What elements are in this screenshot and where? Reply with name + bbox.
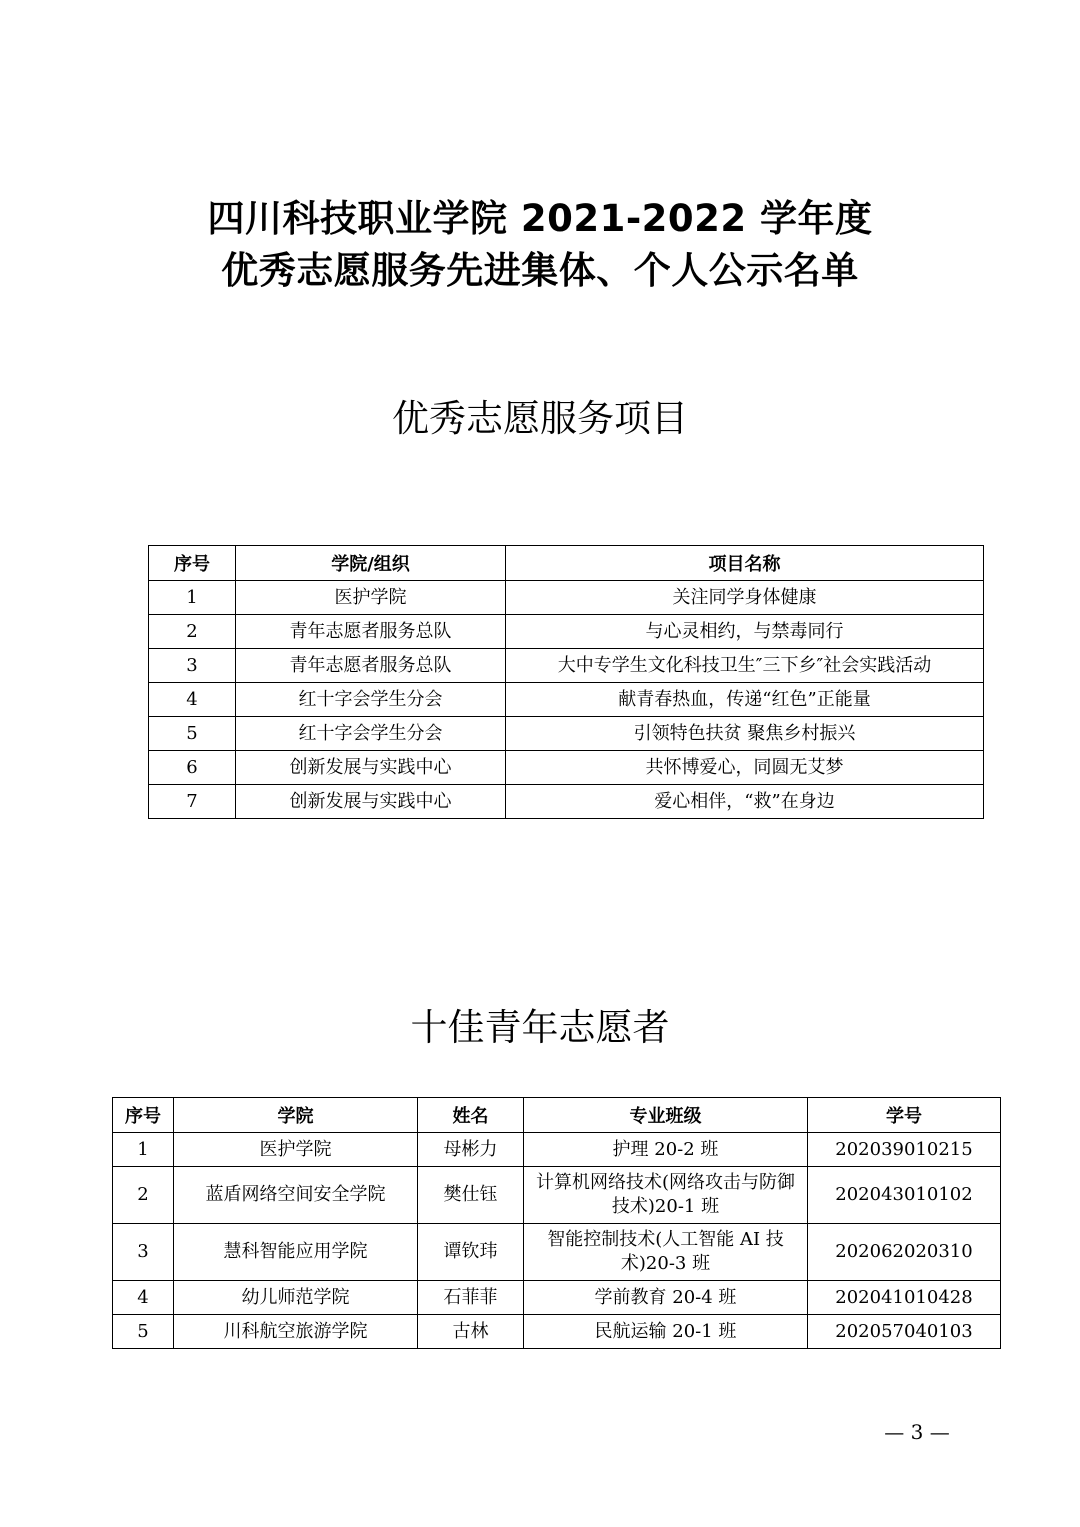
header-student-id: 学号 xyxy=(808,1098,1001,1133)
cell-index: 2 xyxy=(149,615,236,649)
cell-project-name: 共怀博爱心，同圆无艾梦 xyxy=(506,751,984,785)
header-project-name: 项目名称 xyxy=(506,546,984,581)
cell-class: 学前教育 20-4 班 xyxy=(524,1281,808,1315)
cell-organization: 青年志愿者服务总队 xyxy=(236,615,506,649)
cell-organization: 红十字会学生分会 xyxy=(236,683,506,717)
cell-college: 幼儿师范学院 xyxy=(174,1281,418,1315)
page-number: — 3 — xyxy=(884,1420,950,1444)
table-row xyxy=(113,1167,1001,1224)
cell-project-name: 献青春热血，传递“红色”正能量 xyxy=(506,683,984,717)
cell-index: 1 xyxy=(113,1133,174,1167)
table-row xyxy=(149,581,984,615)
header-name: 姓名 xyxy=(418,1098,524,1133)
cell-index: 6 xyxy=(149,751,236,785)
table-row xyxy=(149,717,984,751)
cell-name: 古林 xyxy=(418,1315,524,1349)
section-heading-volunteers: 十佳青年志愿者 xyxy=(410,1006,670,1049)
cell-index: 3 xyxy=(113,1224,174,1281)
cell-project-name: 爱心相伴，“救”在身边 xyxy=(506,785,984,819)
document-title xyxy=(0,193,1080,297)
cell-organization: 创新发展与实践中心 xyxy=(236,751,506,785)
header-index: 序号 xyxy=(149,546,236,581)
cell-student-id: 202041010428 xyxy=(808,1281,1001,1315)
cell-name: 石菲菲 xyxy=(418,1281,524,1315)
cell-student-id: 202039010215 xyxy=(808,1133,1001,1167)
cell-college: 蓝盾网络空间安全学院 xyxy=(174,1167,418,1224)
header-class: 专业班级 xyxy=(524,1098,808,1133)
table-header-row xyxy=(113,1098,1001,1133)
cell-organization: 青年志愿者服务总队 xyxy=(236,649,506,683)
table-row xyxy=(113,1133,1001,1167)
header-index: 序号 xyxy=(113,1098,174,1133)
cell-college: 医护学院 xyxy=(174,1133,418,1167)
table-row xyxy=(113,1224,1001,1281)
cell-organization: 创新发展与实践中心 xyxy=(236,785,506,819)
cell-index: 7 xyxy=(149,785,236,819)
cell-project-name: 与心灵相约，与禁毒同行 xyxy=(506,615,984,649)
cell-organization: 医护学院 xyxy=(236,581,506,615)
cell-name: 母彬力 xyxy=(418,1133,524,1167)
cell-index: 5 xyxy=(113,1315,174,1349)
cell-student-id: 202057040103 xyxy=(808,1315,1001,1349)
section-heading-projects: 优秀志愿服务项目 xyxy=(392,397,688,440)
cell-college: 慧科智能应用学院 xyxy=(174,1224,418,1281)
cell-class: 智能控制技术(人工智能 AI 技术)20-3 班 xyxy=(524,1224,808,1281)
cell-college: 川科航空旅游学院 xyxy=(174,1315,418,1349)
title-line-1: 四川科技职业学院 2021-2022 学年度 xyxy=(207,197,873,240)
cell-class: 护理 20-2 班 xyxy=(524,1133,808,1167)
cell-class: 计算机网络技术(网络攻击与防御技术)20-1 班 xyxy=(524,1167,808,1224)
cell-index: 4 xyxy=(113,1281,174,1315)
cell-index: 4 xyxy=(149,683,236,717)
table-row xyxy=(113,1281,1001,1315)
table-row xyxy=(113,1315,1001,1349)
cell-name: 樊仕钰 xyxy=(418,1167,524,1224)
cell-organization: 红十字会学生分会 xyxy=(236,717,506,751)
cell-index: 5 xyxy=(149,717,236,751)
cell-name: 谭钦玮 xyxy=(418,1224,524,1281)
volunteers-table xyxy=(112,1097,1001,1349)
projects-table xyxy=(148,545,984,819)
cell-project-name: 关注同学身体健康 xyxy=(506,581,984,615)
cell-index: 1 xyxy=(149,581,236,615)
cell-project-name: 大中专学生文化科技卫生″三下乡″社会实践活动 xyxy=(506,649,984,683)
cell-student-id: 202062020310 xyxy=(808,1224,1001,1281)
title-line-2: 优秀志愿服务先进集体、个人公示名单 xyxy=(221,249,859,292)
cell-class: 民航运输 20-1 班 xyxy=(524,1315,808,1349)
table-header-row xyxy=(149,546,984,581)
cell-student-id: 202043010102 xyxy=(808,1167,1001,1224)
table-row xyxy=(149,615,984,649)
cell-index: 2 xyxy=(113,1167,174,1224)
table-row xyxy=(149,785,984,819)
table-row xyxy=(149,649,984,683)
table-row xyxy=(149,683,984,717)
cell-project-name: 引领特色扶贫 聚焦乡村振兴 xyxy=(506,717,984,751)
cell-index: 3 xyxy=(149,649,236,683)
header-college: 学院 xyxy=(174,1098,418,1133)
table-row xyxy=(149,751,984,785)
header-organization: 学院/组织 xyxy=(236,546,506,581)
